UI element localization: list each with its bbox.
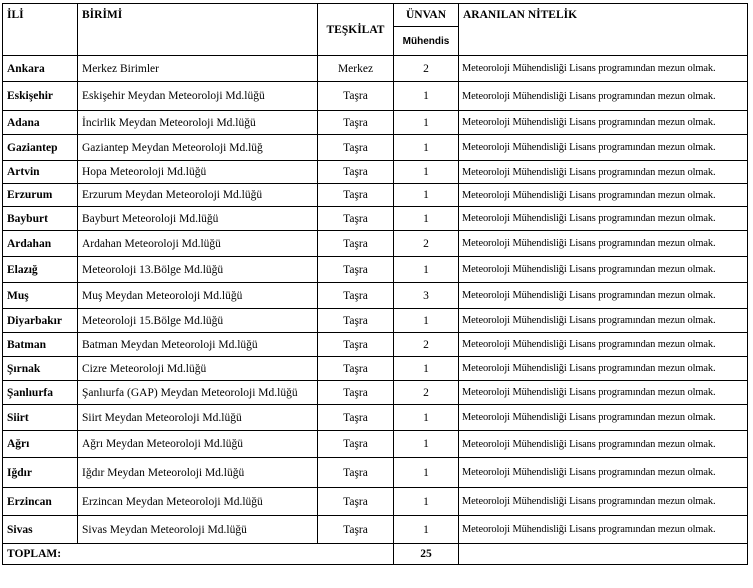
cell-teskilat: Taşra [318,357,394,381]
table-row [3,357,748,381]
cell-adet: 1 [394,161,459,184]
total-value: 25 [394,544,459,565]
cell-adet: 2 [394,56,459,82]
cell-il: Diyarbakır [3,309,78,333]
table-row [3,333,748,357]
cell-birim: Erzincan Meydan Meteoroloji Md.lüğü [78,488,318,516]
cell-nitelik: Meteoroloji Mühendisliği Lisans programından mezun olmak. [459,381,748,405]
table-row [3,111,748,135]
table-row [3,257,748,283]
cell-adet: 2 [394,381,459,405]
cell-birim: Eskişehir Meydan Meteoroloji Md.lüğü [78,82,318,111]
total-label: TOPLAM: [3,544,394,565]
table-row [3,431,748,458]
cell-birim: İncirlik Meydan Meteoroloji Md.lüğü [78,111,318,135]
cell-nitelik: Meteoroloji Mühendisliği Lisans programından mezun olmak. [459,309,748,333]
cell-birim: Siirt Meydan Meteoroloji Md.lüğü [78,405,318,431]
cell-nitelik: Meteoroloji Mühendisliği Lisans programından mezun olmak. [459,82,748,111]
table-row [3,309,748,333]
cell-nitelik: Meteoroloji Mühendisliği Lisans programından mezun olmak. [459,333,748,357]
cell-adet: 3 [394,283,459,309]
cell-nitelik: Meteoroloji Mühendisliği Lisans programından mezun olmak. [459,283,748,309]
cell-adet: 1 [394,488,459,516]
cell-adet: 1 [394,135,459,161]
cell-il: Şanlıurfa [3,381,78,405]
table-row [3,231,748,257]
cell-il: Bayburt [3,207,78,231]
cell-adet: 1 [394,431,459,458]
cell-birim: Ardahan Meteoroloji Md.lüğü [78,231,318,257]
cell-il: Erzurum [3,184,78,207]
cell-birim: Hopa Meteoroloji Md.lüğü [78,161,318,184]
table-row [3,283,748,309]
cell-adet: 1 [394,516,459,544]
cell-il: Siirt [3,405,78,431]
cell-adet: 1 [394,111,459,135]
table-row [3,488,748,516]
cell-nitelik: Meteoroloji Mühendisliği Lisans programından mezun olmak. [459,431,748,458]
table-row [3,381,748,405]
cell-birim: Ağrı Meydan Meteoroloji Md.lüğü [78,431,318,458]
cell-teskilat: Taşra [318,135,394,161]
cell-birim: Iğdır Meydan Meteoroloji Md.lüğü [78,458,318,488]
cell-il: Sivas [3,516,78,544]
cell-teskilat: Taşra [318,381,394,405]
cell-il: Ağrı [3,431,78,458]
header-il: İLİ [3,4,78,56]
cell-birim: Gaziantep Meydan Meteoroloji Md.lüğ [78,135,318,161]
cell-il: Eskişehir [3,82,78,111]
cell-birim: Meteoroloji 13.Bölge Md.lüğü [78,257,318,283]
cell-il: Ardahan [3,231,78,257]
cell-nitelik: Meteoroloji Mühendisliği Lisans programından mezun olmak. [459,56,748,82]
cell-birim: Bayburt Meteoroloji Md.lüğü [78,207,318,231]
document-page [2,3,748,565]
table-row [3,135,748,161]
cell-nitelik: Meteoroloji Mühendisliği Lisans programından mezun olmak. [459,516,748,544]
cell-il: Erzincan [3,488,78,516]
header-unvan: ÜNVAN [394,4,459,27]
cell-il: Elazığ [3,257,78,283]
cell-teskilat: Taşra [318,257,394,283]
cell-birim: Meteoroloji 15.Bölge Md.lüğü [78,309,318,333]
cell-birim: Batman Meydan Meteoroloji Md.lüğü [78,333,318,357]
cell-teskilat: Taşra [318,283,394,309]
cell-il: Iğdır [3,458,78,488]
cell-teskilat: Taşra [318,207,394,231]
header-nitelik: ARANILAN NİTELİK [459,4,748,56]
table-row [3,516,748,544]
table-body [3,56,748,544]
cell-il: Ankara [3,56,78,82]
cell-teskilat: Taşra [318,184,394,207]
cell-birim: Şanlıurfa (GAP) Meydan Meteoroloji Md.lüğü [78,381,318,405]
cell-teskilat: Taşra [318,231,394,257]
cell-il: Adana [3,111,78,135]
cell-adet: 1 [394,357,459,381]
table-row [3,405,748,431]
cell-teskilat: Taşra [318,333,394,357]
cell-adet: 1 [394,309,459,333]
cell-il: Şırnak [3,357,78,381]
cell-adet: 1 [394,257,459,283]
cell-il: Muş [3,283,78,309]
position-table [2,3,748,565]
header-teskilat: TEŞKİLAT [318,4,394,56]
cell-teskilat: Taşra [318,488,394,516]
cell-il: Artvin [3,161,78,184]
total-row [3,544,748,565]
cell-adet: 1 [394,207,459,231]
cell-adet: 2 [394,231,459,257]
cell-nitelik: Meteoroloji Mühendisliği Lisans programından mezun olmak. [459,488,748,516]
table-row [3,184,748,207]
cell-adet: 1 [394,184,459,207]
cell-nitelik: Meteoroloji Mühendisliği Lisans programından mezun olmak. [459,257,748,283]
cell-nitelik: Meteoroloji Mühendisliği Lisans programından mezun olmak. [459,458,748,488]
cell-birim: Erzurum Meydan Meteoroloji Md.lüğü [78,184,318,207]
cell-teskilat: Taşra [318,516,394,544]
table-row [3,207,748,231]
cell-nitelik: Meteoroloji Mühendisliği Lisans programından mezun olmak. [459,207,748,231]
cell-birim: Sivas Meydan Meteoroloji Md.lüğü [78,516,318,544]
table-row [3,161,748,184]
cell-teskilat: Taşra [318,309,394,333]
cell-il: Gaziantep [3,135,78,161]
header-row [3,4,748,27]
cell-teskilat: Taşra [318,161,394,184]
cell-nitelik: Meteoroloji Mühendisliği Lisans programından mezun olmak. [459,184,748,207]
cell-teskilat: Taşra [318,431,394,458]
cell-birim: Merkez Birimler [78,56,318,82]
cell-nitelik: Meteoroloji Mühendisliği Lisans programından mezun olmak. [459,357,748,381]
table-row [3,56,748,82]
cell-nitelik: Meteoroloji Mühendisliği Lisans programından mezun olmak. [459,231,748,257]
cell-teskilat: Taşra [318,82,394,111]
cell-nitelik: Meteoroloji Mühendisliği Lisans programından mezun olmak. [459,405,748,431]
cell-birim: Cizre Meteoroloji Md.lüğü [78,357,318,381]
cell-adet: 2 [394,333,459,357]
header-birim: BİRİMİ [78,4,318,56]
cell-teskilat: Merkez [318,56,394,82]
total-empty-cell [459,544,748,565]
cell-adet: 1 [394,82,459,111]
cell-teskilat: Taşra [318,111,394,135]
cell-teskilat: Taşra [318,405,394,431]
cell-adet: 1 [394,405,459,431]
cell-teskilat: Taşra [318,458,394,488]
cell-adet: 1 [394,458,459,488]
cell-nitelik: Meteoroloji Mühendisliği Lisans programından mezun olmak. [459,111,748,135]
table-row [3,82,748,111]
header-unvan-muhendis: Mühendis [394,27,459,56]
table-row [3,458,748,488]
cell-nitelik: Meteoroloji Mühendisliği Lisans programından mezun olmak. [459,161,748,184]
cell-nitelik: Meteoroloji Mühendisliği Lisans programından mezun olmak. [459,135,748,161]
cell-il: Batman [3,333,78,357]
cell-birim: Muş Meydan Meteoroloji Md.lüğü [78,283,318,309]
